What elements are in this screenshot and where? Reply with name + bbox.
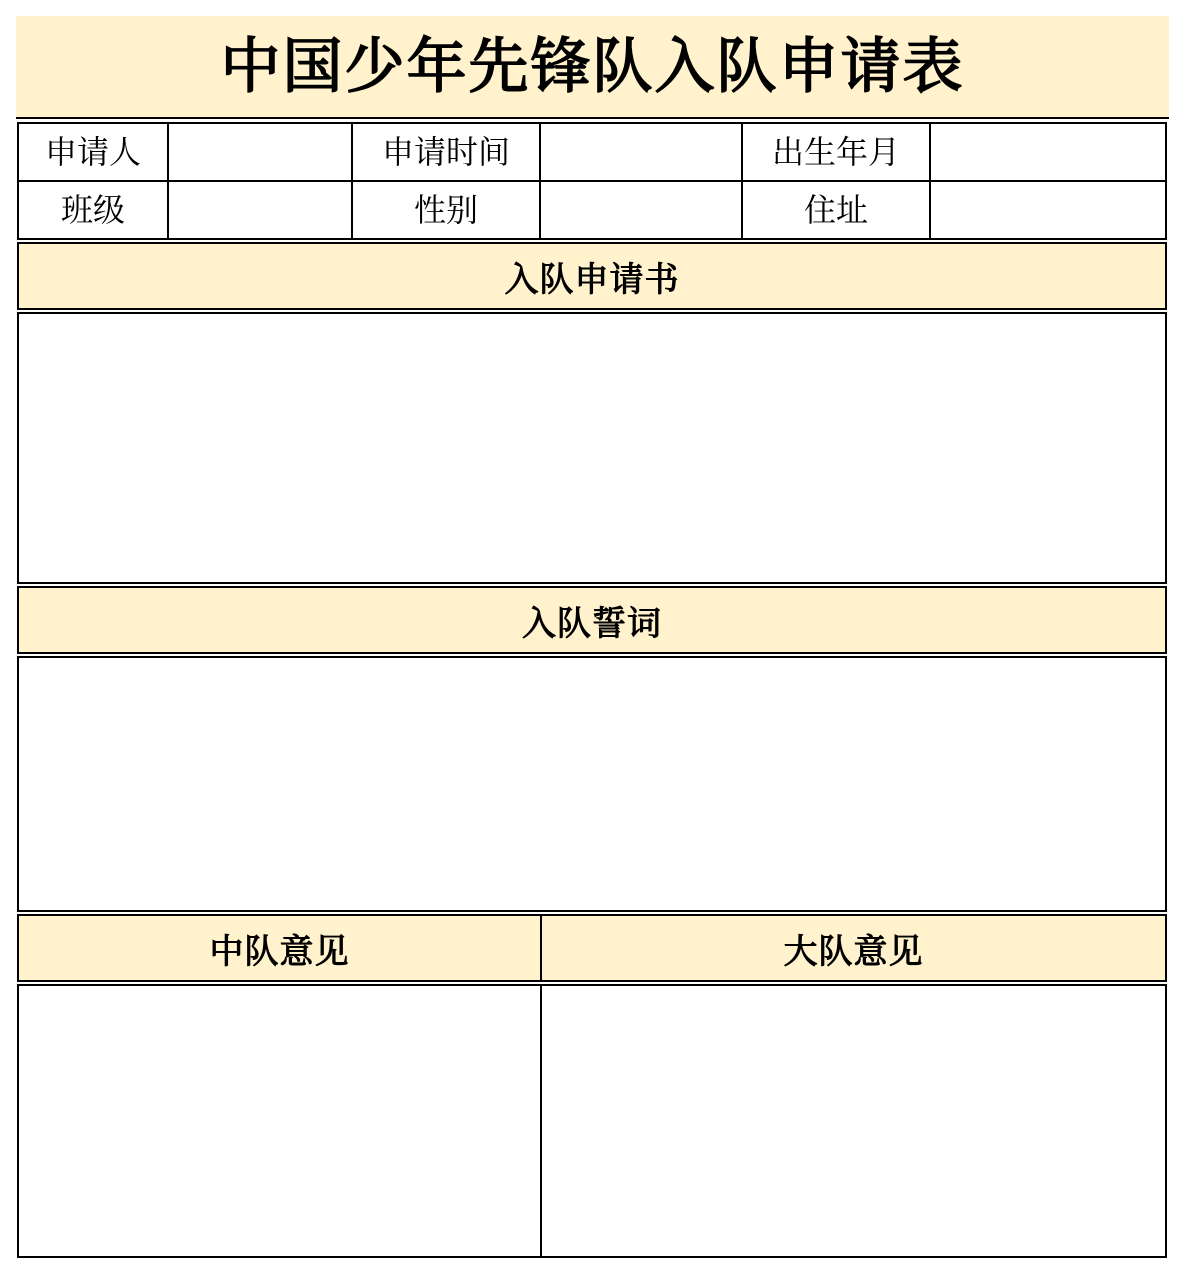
oath-heading: 入队誓词 <box>17 586 1167 654</box>
label-applicant: 申请人 <box>44 133 141 171</box>
brigade-opinion-heading: 大队意见 <box>540 914 1167 982</box>
title-band <box>16 16 1169 118</box>
oath-box[interactable] <box>17 656 1167 912</box>
field-class[interactable] <box>169 182 351 238</box>
field-birth-date[interactable] <box>931 124 1165 180</box>
title-divider <box>16 117 1169 119</box>
label-address: 住址 <box>803 191 868 229</box>
squadron-opinion-box[interactable] <box>17 984 542 1258</box>
label-gender: 性别 <box>413 191 478 229</box>
field-gender[interactable] <box>541 182 741 238</box>
squadron-opinion-heading: 中队意见 <box>17 914 542 982</box>
label-application-date: 申请时间 <box>381 133 510 171</box>
form-title: 中国少年先锋队入队申请表 <box>220 32 965 102</box>
brigade-opinion-box[interactable] <box>540 984 1167 1258</box>
label-class: 班级 <box>60 191 125 229</box>
field-address[interactable] <box>931 182 1165 238</box>
label-birth-date: 出生年月 <box>771 133 900 171</box>
application-letter-heading: 入队申请书 <box>17 242 1167 310</box>
field-application-date[interactable] <box>541 124 741 180</box>
application-letter-box[interactable] <box>17 312 1167 584</box>
field-applicant[interactable] <box>169 124 351 180</box>
